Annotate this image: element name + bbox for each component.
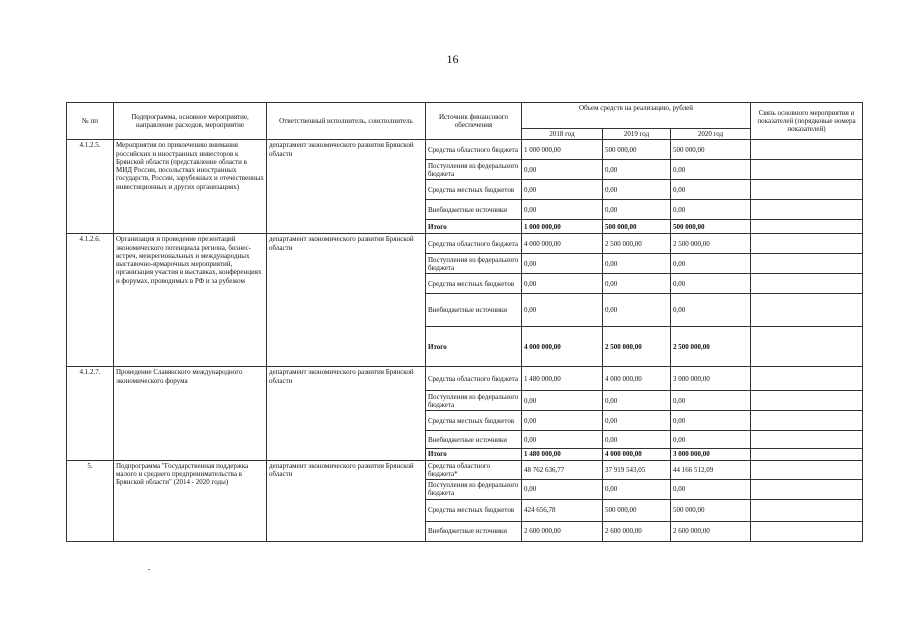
amount-cell: 500 000,00 xyxy=(671,220,751,234)
header-volume: Объем средств на реализацию, рублей xyxy=(522,103,751,129)
indicator-link-cell xyxy=(751,220,863,234)
funding-source: Средства местных бюджетов xyxy=(426,180,522,200)
funding-source: Итого xyxy=(426,449,522,460)
amount-cell: 0,00 xyxy=(522,274,603,294)
indicator-link-cell xyxy=(751,460,863,480)
indicator-link-cell xyxy=(751,327,863,367)
amount-cell: 0,00 xyxy=(522,294,603,327)
amount-cell: 2 600 000,00 xyxy=(522,521,603,541)
funding-source: Внебюджетные источники xyxy=(426,294,522,327)
activity-name: Мероприятия по привлечению внимания российских и иностранных инвесторов к Брянской области (представление области в МИД России, посольствах иностранных государств, России, зарубежных и отечественных инвестиционных и других организациях) xyxy=(114,140,267,234)
amount-cell: 4 000 000,00 xyxy=(522,234,603,254)
amount-cell: 0,00 xyxy=(522,180,603,200)
amount-cell: 0,00 xyxy=(603,180,671,200)
table-row xyxy=(67,140,863,160)
amount-cell: 0,00 xyxy=(522,391,603,411)
amount-cell: 3 000 000,00 xyxy=(671,367,751,391)
header-year: 2020 год xyxy=(671,129,751,140)
funding-source: Средства местных бюджетов xyxy=(426,499,522,521)
amount-cell: 37 919 543,05 xyxy=(603,460,671,480)
funding-source: Внебюджетные источники xyxy=(426,431,522,449)
amount-cell: 0,00 xyxy=(522,480,603,500)
amount-cell: 3 000 000,00 xyxy=(671,449,751,460)
amount-cell: 0,00 xyxy=(522,200,603,220)
table-row xyxy=(67,460,863,480)
amount-cell: 0,00 xyxy=(671,160,751,180)
amount-cell: 2 500 000,00 xyxy=(603,327,671,367)
amount-cell: 0,00 xyxy=(671,294,751,327)
indicator-link-cell xyxy=(751,140,863,160)
indicator-link-cell xyxy=(751,499,863,521)
funding-source: Итого xyxy=(426,220,522,234)
amount-cell: 0,00 xyxy=(603,160,671,180)
funding-source: Средства областного бюджета xyxy=(426,234,522,254)
funding-source: Средства местных бюджетов xyxy=(426,274,522,294)
indicator-link-cell xyxy=(751,200,863,220)
amount-cell: 2 600 000,00 xyxy=(603,521,671,541)
row-number: 4.1.2.5. xyxy=(67,140,114,234)
amount-cell: 2 500 000,00 xyxy=(603,234,671,254)
header-no: № пп xyxy=(67,103,114,140)
amount-cell: 500 000,00 xyxy=(671,499,751,521)
funding-source: Поступления из федерального бюджета xyxy=(426,160,522,180)
amount-cell: 0,00 xyxy=(603,411,671,431)
amount-cell: 0,00 xyxy=(671,480,751,500)
header-source: Источник финансового обеспечения xyxy=(426,103,522,140)
executor: департамент экономического развития Брянской области xyxy=(267,367,426,460)
amount-cell: 0,00 xyxy=(671,274,751,294)
header-year: 2019 год xyxy=(603,129,671,140)
row-number: 4.1.2.6. xyxy=(67,234,114,367)
header-subprogram: Подпрограмма, основное мероприятие, направление расходов, мероприятие xyxy=(114,103,267,140)
executor: департамент экономического развития Брянской области xyxy=(267,460,426,541)
amount-cell: 0,00 xyxy=(603,254,671,274)
indicator-link-cell xyxy=(751,234,863,254)
amount-cell: 0,00 xyxy=(671,200,751,220)
indicator-link-cell xyxy=(751,294,863,327)
funding-source: Средства местных бюджетов xyxy=(426,411,522,431)
funding-source: Средства областного бюджета xyxy=(426,367,522,391)
indicator-link-cell xyxy=(751,521,863,541)
indicator-link-cell xyxy=(751,391,863,411)
amount-cell: 0,00 xyxy=(671,254,751,274)
amount-cell: 0,00 xyxy=(522,160,603,180)
activity-name: Подпрограмма "Государственная поддержка малого и среднего предпринимательства в Брянской области" (2014 - 2020 годы) xyxy=(114,460,267,541)
amount-cell: 0,00 xyxy=(603,294,671,327)
amount-cell: 0,00 xyxy=(603,480,671,500)
amount-cell: 4 000 000,00 xyxy=(522,327,603,367)
executor: департамент экономического развития Брянской области xyxy=(267,234,426,367)
amount-cell: 1 000 000,00 xyxy=(522,140,603,160)
page-number: 16 xyxy=(446,52,459,66)
funding-source: Поступления из федерального бюджета xyxy=(426,391,522,411)
funding-source: Поступления из федерального бюджета xyxy=(426,480,522,500)
activity-name: Проведение Славянского международного экономического форума xyxy=(114,367,267,460)
amount-cell: 0,00 xyxy=(522,254,603,274)
amount-cell: 424 656,78 xyxy=(522,499,603,521)
row-number: 4.1.2.7. xyxy=(67,367,114,460)
funding-source: Поступления из федерального бюджета xyxy=(426,254,522,274)
amount-cell: 0,00 xyxy=(671,180,751,200)
funding-source: Средства областного бюджета xyxy=(426,140,522,160)
amount-cell: 44 166 512,09 xyxy=(671,460,751,480)
amount-cell: 500 000,00 xyxy=(603,499,671,521)
amount-cell: 2 500 000,00 xyxy=(671,327,751,367)
amount-cell: 0,00 xyxy=(671,391,751,411)
amount-cell: 500 000,00 xyxy=(603,220,671,234)
amount-cell: 4 000 000,00 xyxy=(603,449,671,460)
amount-cell: 2 500 000,00 xyxy=(671,234,751,254)
indicator-link-cell xyxy=(751,274,863,294)
indicator-link-cell xyxy=(751,254,863,274)
amount-cell: 0,00 xyxy=(603,274,671,294)
activity-name: Организация и проведение презентаций экономического потенциала региона, бизнес-встреч, межрегиональных и международных выставочно-ярмарочных мероприятий, организация участия в выставках, конференциях и форумах, проводимых в РФ и за рубежом xyxy=(114,234,267,367)
budget-table xyxy=(66,102,863,542)
funding-source: Внебюджетные источники xyxy=(426,200,522,220)
amount-cell: 2 600 000,00 xyxy=(671,521,751,541)
amount-cell: 0,00 xyxy=(522,431,603,449)
amount-cell: 0,00 xyxy=(671,431,751,449)
funding-source: Средства областного бюджета* xyxy=(426,460,522,480)
amount-cell: 4 000 000,00 xyxy=(603,367,671,391)
table-header xyxy=(67,103,863,140)
row-number: 5. xyxy=(67,460,114,541)
amount-cell: 0,00 xyxy=(603,200,671,220)
amount-cell: 0,00 xyxy=(671,411,751,431)
indicator-link-cell xyxy=(751,367,863,391)
indicator-link-cell xyxy=(751,431,863,449)
table-row xyxy=(67,234,863,254)
amount-cell: 0,00 xyxy=(522,411,603,431)
funding-source: Итого xyxy=(426,327,522,367)
header-executor: Ответственный исполнитель, соисполнитель xyxy=(267,103,426,140)
indicator-link-cell xyxy=(751,449,863,460)
indicator-link-cell xyxy=(751,160,863,180)
amount-cell: 1 480 000,00 xyxy=(522,449,603,460)
amount-cell: 48 762 636,77 xyxy=(522,460,603,480)
table-body xyxy=(67,140,863,541)
funding-source: Внебюджетные источники xyxy=(426,521,522,541)
header-link: Связь основного мероприятия и показателей (порядковые номера показателей) xyxy=(751,103,863,140)
indicator-link-cell xyxy=(751,480,863,500)
amount-cell: 1 000 000,00 xyxy=(522,220,603,234)
table-row xyxy=(67,367,863,391)
indicator-link-cell xyxy=(751,411,863,431)
header-year: 2018 год xyxy=(522,129,603,140)
amount-cell: 0,00 xyxy=(603,391,671,411)
amount-cell: 500 000,00 xyxy=(671,140,751,160)
amount-cell: 0,00 xyxy=(603,431,671,449)
executor: департамент экономического развития Брянской области xyxy=(267,140,426,234)
amount-cell: 500 000,00 xyxy=(603,140,671,160)
amount-cell: 1 480 000,00 xyxy=(522,367,603,391)
indicator-link-cell xyxy=(751,180,863,200)
